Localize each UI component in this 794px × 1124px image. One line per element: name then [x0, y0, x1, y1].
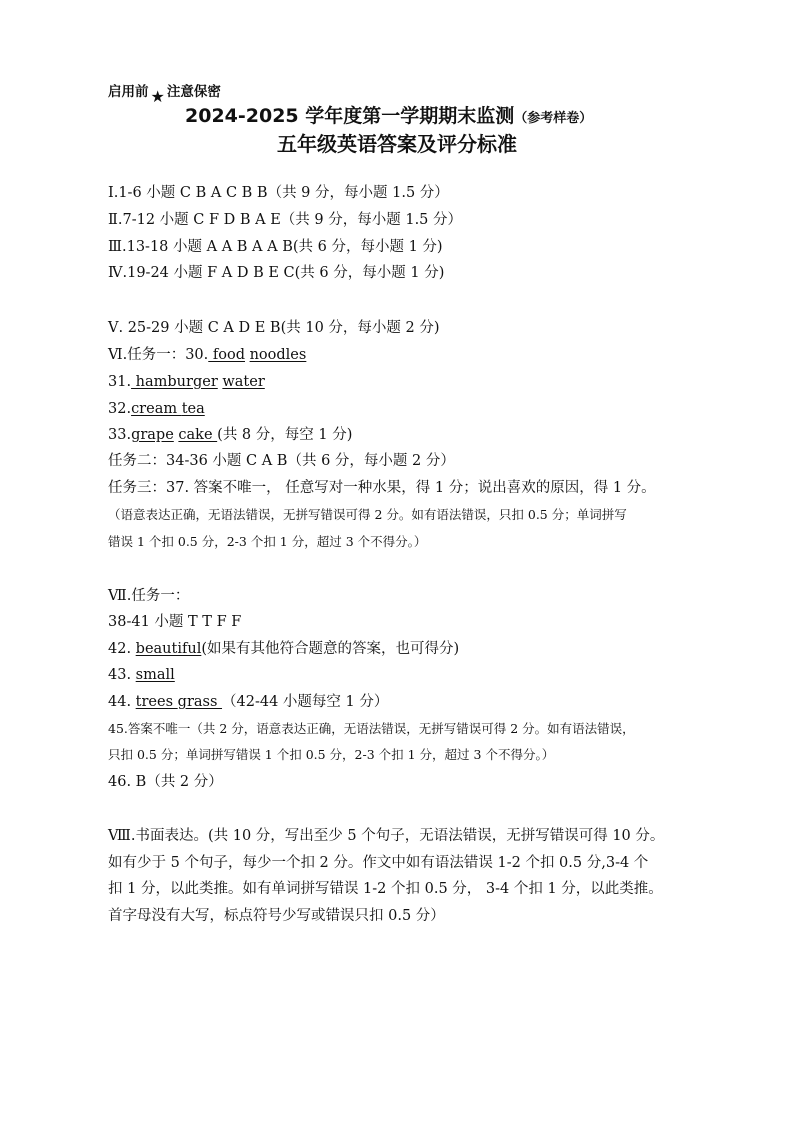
document-title: 五年级英语答案及评分标准 — [277, 132, 517, 156]
section-6-q31 — [108, 372, 265, 392]
q44-prefix: 44. — [108, 694, 132, 710]
section-7-q38-41: 38-41 小题 T T F F — [108, 614, 242, 630]
exam-title — [185, 101, 592, 128]
section-7-q45-line-2: 只扣 0.5 分；单词拼写错误 1 个扣 0.5 分，2-3 个扣 1 分，超过 3 个不得分。） — [108, 747, 555, 762]
q32-answer-cream: cream — [131, 401, 182, 417]
section-8-line-3: 扣 1 分，以此类推。如有单词拼写错误 1-2 个扣 0.5 分， 3-4 个扣 1 分，以此类推。 — [108, 881, 663, 897]
q42-prefix: 42. — [108, 641, 132, 657]
q44-answer-grass: grass — [177, 694, 223, 710]
q44-scoring: （42-44 小题每空 1 分） — [222, 694, 389, 710]
q30-prefix: Ⅵ.任务一：30. — [108, 347, 209, 363]
section-6-q33 — [108, 425, 352, 445]
q43-prefix: 43. — [108, 667, 132, 683]
q42-answer: beautiful — [135, 641, 202, 657]
section-6-task3-note-2: 错误 1 个扣 0.5 分，2-3 个扣 1 分，超过 3 个不得分。） — [108, 534, 427, 549]
star-icon: ★ — [150, 87, 165, 106]
q31-answer-hamburger: hamburger — [131, 374, 218, 390]
section-1-answers: Ⅰ.1-6 小题 C B A C B B（共 9 分，每小题 1.5 分） — [108, 185, 449, 201]
q31-answer-water: water — [222, 374, 265, 390]
exam-title-main: 2024-2025 学年度第一学期期末监测 — [185, 105, 515, 127]
q31-prefix: 31. — [108, 374, 132, 390]
q33-answer-cake: cake — [178, 427, 218, 443]
section-6-task3: 任务三：37. 答案不唯一， 任意写对一种水果，得 1 分；说出喜欢的原因，得 1 分。 — [108, 480, 656, 496]
section-5-answers: Ⅴ. 25-29 小题 C A D E B(共 10 分，每小题 2 分) — [108, 320, 440, 336]
section-8-line-4: 首字母没有大写，标点符号少写或错误只扣 0.5 分） — [108, 908, 445, 924]
section-3-answers: Ⅲ.13-18 小题 A A B A A B(共 6 分，每小题 1 分) — [108, 239, 443, 255]
section-7-task1: Ⅶ.任务一： — [108, 588, 190, 604]
section-7-q42 — [108, 639, 459, 659]
section-8-line-1: Ⅷ.书面表达。(共 10 分，写出至少 5 个句子，无语法错误，无拼写错误可得 10 分。 — [108, 828, 665, 844]
section-4-answers: Ⅳ.19-24 小题 F A D B E C(共 6 分，每小题 1 分) — [108, 265, 445, 281]
q44-answer-trees: trees — [135, 694, 178, 710]
section-7-q45-line-1: 45.答案不唯一（共 2 分，语意表达正确，无语法错误，无拼写错误可得 2 分。如有语法错误， — [108, 721, 635, 736]
secret-label: 注意保密 — [166, 84, 221, 100]
q43-answer: small — [135, 667, 175, 683]
section-7-q46: 46. B（共 2 分） — [108, 774, 223, 790]
q33-scoring: (共 8 分，每空 1 分) — [217, 427, 353, 443]
section-6-q32 — [108, 399, 205, 419]
section-7-q44 — [108, 692, 388, 712]
section-6-task2: 任务二：34-36 小题 C A B（共 6 分，每小题 2 分） — [108, 453, 455, 469]
section-6-task1-q30 — [108, 345, 306, 365]
q30-answer-noodles: noodles — [249, 347, 307, 363]
section-8-line-2: 如有少于 5 个句子，每少一个扣 2 分。作文中如有语法错误 1-2 个扣 0.5 分,3-4 个 — [108, 855, 649, 871]
exam-title-sub: （参考样卷） — [514, 111, 593, 126]
q42-note: (如果有其他符合题意的答案，也可得分) — [201, 641, 460, 657]
section-2-answers: Ⅱ.7-12 小题 C F D B A E（共 9 分，每小题 1.5 分） — [108, 212, 463, 228]
q32-answer-tea: tea — [181, 401, 205, 417]
confidential-notice — [108, 80, 221, 106]
pre-use-label: 启用前 — [108, 84, 149, 100]
section-7-q43 — [108, 665, 175, 685]
q33-answer-grape: grape — [131, 427, 174, 443]
q32-prefix: 32. — [108, 401, 132, 417]
section-6-task3-note-1: （语意表达正确，无语法错误，无拼写错误可得 2 分。如有语法错误，只扣 0.5 分；单词拼写 — [108, 507, 627, 522]
q33-prefix: 33. — [108, 427, 132, 443]
q30-answer-food: food — [208, 347, 245, 363]
